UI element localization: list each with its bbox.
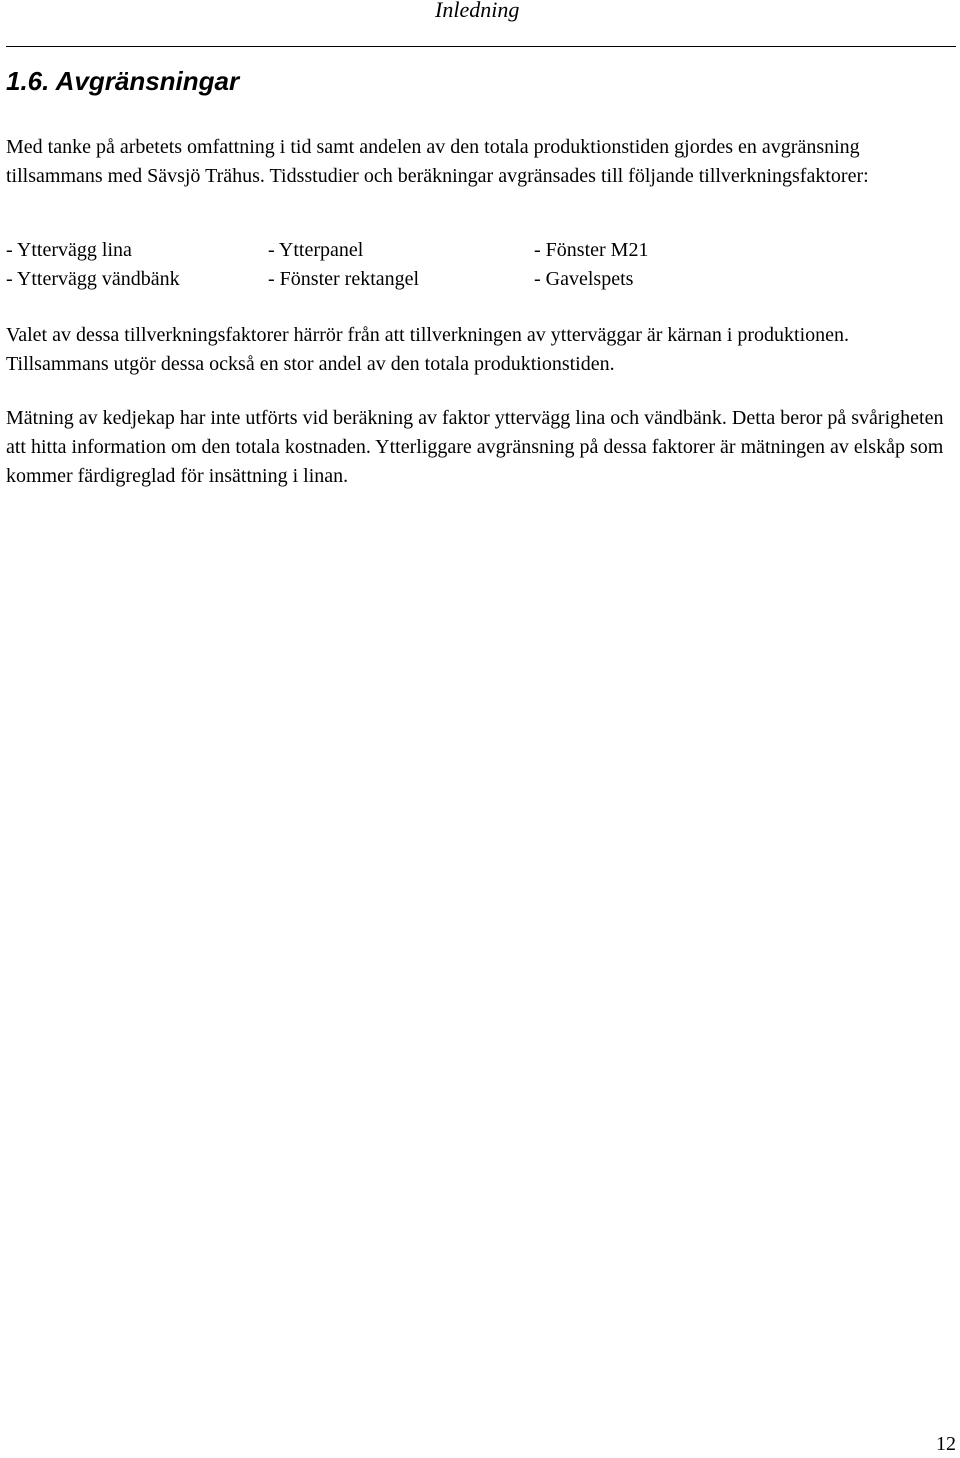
factor-item: - Gavelspets [534, 268, 634, 290]
factor-row [6, 265, 956, 294]
factor-item: - Yttervägg lina [6, 239, 132, 261]
factor-row [6, 236, 956, 265]
factor-item: - Fönster rektangel [268, 268, 420, 290]
running-header: Inledning [435, 0, 520, 22]
core-paragraph: Valet av dessa tillverkningsfaktorer härrör från att tillverkningen av ytterväggar är kärnan i produktionen. Tillsammans utgör dessa också en stor andel av den totala produktionstiden. [6, 324, 850, 375]
factor-item: - Fönster M21 [534, 239, 649, 261]
factor-list [6, 236, 956, 294]
intro-paragraph: Med tanke på arbetets omfattning i tid samt andelen av den totala produktionstiden gjordes en avgränsning tillsammans med Sävsjö Trähus. Tidsstudier och beräkningar avgränsades till följande tillverkningsfaktorer: [6, 136, 869, 187]
page-number: 12 [936, 1433, 956, 1455]
factor-item: - Ytterpanel [268, 239, 364, 261]
factor-item: - Yttervägg vändbänk [6, 268, 180, 290]
measurement-paragraph: Mätning av kedjekap har inte utförts vid beräkning av faktor yttervägg lina och vändbänk. Detta beror på svårigheten att hitta information om den totala kostnaden. Ytterliggare avgränsning på dessa faktorer är mätningen av elskåp som kommer färdigreglad för insättning i linan. [6, 407, 944, 487]
section-heading: 1.6. Avgränsningar [6, 66, 240, 96]
header-rule [6, 46, 956, 47]
